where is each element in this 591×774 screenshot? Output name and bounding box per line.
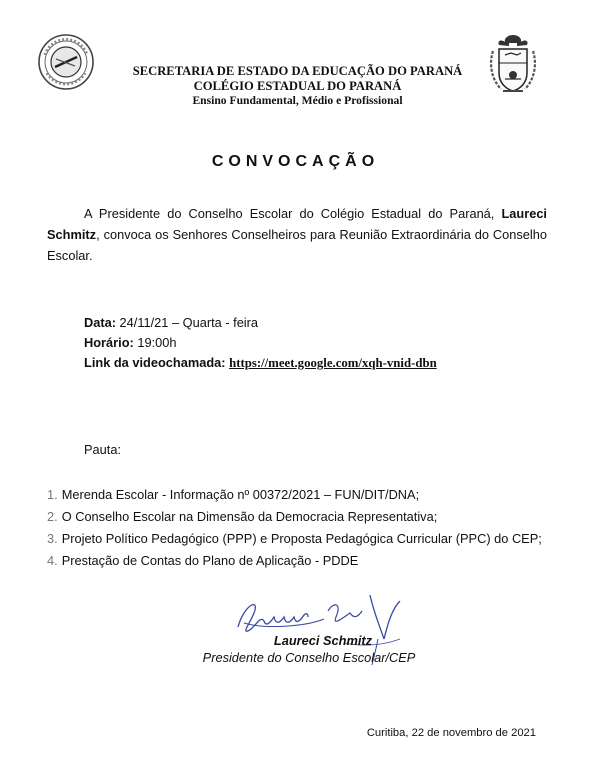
date-value: 24/11/21 – Quarta - feira bbox=[116, 315, 259, 330]
intro-president-name: Laureci Schmitz bbox=[47, 206, 547, 242]
time-value: 19:00h bbox=[133, 335, 177, 350]
meeting-link-row bbox=[84, 353, 437, 373]
list-item-text: Projeto Político Pedagógico (PPP) e Proposta Pedagógica Curricular (PPC) do CEP; bbox=[61, 531, 542, 546]
list-item bbox=[47, 528, 542, 550]
list-item-text: Prestação de Contas do Plano de Aplicação - PDDE bbox=[61, 553, 359, 568]
intro-paragraph bbox=[47, 203, 547, 266]
list-item-number: 4. bbox=[47, 553, 58, 568]
list-item bbox=[47, 484, 542, 506]
list-item-number: 2. bbox=[47, 509, 58, 524]
document-title: CONVOCAÇÃO bbox=[211, 153, 380, 170]
list-item-number: 1. bbox=[47, 487, 58, 502]
intro-text-end: , convoca os Senhores Conselheiros para Reunião Extraordinária do Conselho Escolar. bbox=[47, 227, 547, 263]
list-item-number: 3. bbox=[47, 531, 58, 546]
letterhead bbox=[100, 64, 495, 108]
list-item bbox=[47, 550, 542, 572]
list-item bbox=[47, 506, 542, 528]
letterhead-line-ensino: Ensino Fundamental, Médio e Profissional bbox=[192, 94, 403, 107]
date-label: Data: bbox=[84, 315, 116, 330]
videocall-link[interactable]: https://meet.google.com/xqh-vnid-dbn bbox=[229, 356, 437, 370]
school-seal-icon bbox=[37, 33, 95, 91]
signer-role: Presidente do Conselho Escolar/CEP bbox=[202, 650, 416, 665]
agenda-list bbox=[47, 484, 542, 572]
signer-name: Laureci Schmitz bbox=[273, 633, 373, 648]
meeting-date-row bbox=[84, 313, 437, 333]
agenda-title: Pauta: bbox=[84, 442, 121, 457]
letterhead-line-colegio: COLÉGIO ESTADUAL DO PARANÁ bbox=[193, 79, 402, 93]
link-label: Link da videochamada: bbox=[84, 355, 226, 370]
list-item-text: O Conselho Escolar na Dimensão da Democracia Representativa; bbox=[61, 509, 438, 524]
meeting-details bbox=[84, 313, 437, 373]
date-line: Curitiba, 22 de novembro de 2021 bbox=[366, 727, 536, 739]
signature-block bbox=[194, 632, 424, 666]
letterhead-line-secretaria: SECRETARIA DE ESTADO DA EDUCAÇÃO DO PARANÁ bbox=[132, 64, 463, 78]
list-item-text: Merenda Escolar - Informação nº 00372/2021 – FUN/DIT/DNA; bbox=[61, 487, 420, 502]
time-label: Horário: bbox=[84, 335, 134, 350]
meeting-time-row bbox=[84, 333, 437, 353]
intro-text-start: A Presidente do Conselho Escolar do Colégio Estadual do Paraná, bbox=[84, 206, 502, 221]
